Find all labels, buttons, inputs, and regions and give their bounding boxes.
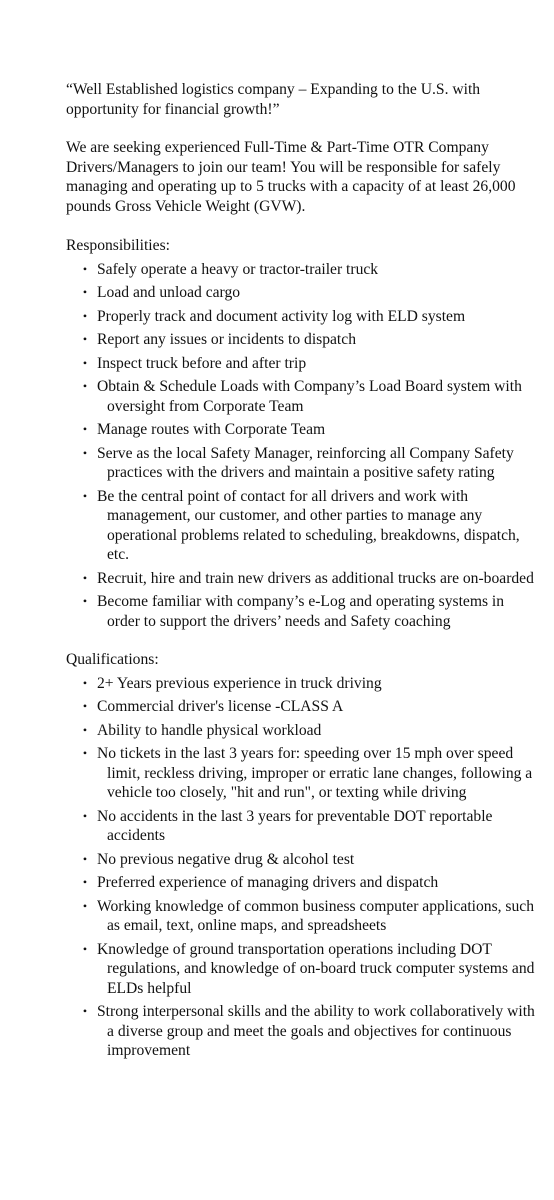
list-item: [66, 377, 536, 416]
list-item-text: Strong interpersonal skills and the ability to work collaboratively with a diverse group and meet the goals and objectives for continuous improvement: [97, 1003, 535, 1059]
bullet-icon: •: [82, 1004, 88, 1018]
list-item-text: Become familiar with company’s e-Log and operating systems in order to support the drivers’ needs and Safety coaching: [97, 593, 505, 630]
list-item-text: Manage routes with Corporate Team: [97, 421, 326, 438]
bullet-icon: •: [82, 570, 88, 585]
qualifications-heading: Qualifications:: [66, 651, 159, 668]
list-item: [66, 354, 536, 374]
qualifications-list: [66, 674, 536, 1061]
responsibilities-list: [66, 260, 536, 632]
intro-paragraph: “Well Established logistics company – Expanding to the U.S. with opportunity for financial growth!”: [66, 81, 481, 118]
bullet-icon: •: [82, 488, 88, 503]
list-item-text: Commercial driver's license -CLASS A: [97, 698, 344, 715]
bullet-icon: •: [82, 594, 88, 608]
bullet-icon: •: [82, 699, 88, 713]
list-item-text: Inspect truck before and after trip: [97, 354, 307, 372]
bullet-icon: •: [82, 808, 88, 823]
list-item-text: Be the central point of contact for all drivers and work with management, our customer, and other parties to manage any operational problems related to scheduling, breakdowns, dispatch, etc.: [97, 487, 520, 563]
bullet-icon: •: [82, 746, 88, 760]
bullet-icon: •: [82, 355, 88, 370]
list-item-text: Safely operate a heavy or tractor-trailer truck: [97, 260, 379, 278]
bullet-icon: •: [82, 379, 88, 393]
list-item-text: No previous negative drug & alcohol test: [97, 850, 355, 868]
list-item-text: Report any issues or incidents to dispatch: [97, 331, 356, 348]
list-item-text: Working knowledge of common business computer applications, such as email, text, online maps, and spreadsheets: [97, 897, 535, 934]
list-item-text: Knowledge of ground transportation operations including DOT regulations, and knowledge of on-board truck computer systems and ELDs helpful: [97, 940, 535, 997]
list-item: [66, 674, 536, 694]
description-paragraph: We are seeking experienced Full-Time & Part-Time OTR Company Drivers/Managers to join our team! You will be responsible for safely managing and operating up to 5 trucks with a capacity of at least 26,000 pounds Gross Vehicle Weight (GVW).: [66, 139, 516, 215]
list-item-text: Ability to handle physical workload: [97, 721, 322, 739]
list-item: [66, 697, 536, 717]
list-item: [66, 744, 536, 803]
bullet-icon: •: [82, 285, 88, 299]
list-item: [66, 850, 536, 870]
bullet-icon: •: [82, 332, 88, 346]
list-item-text: No tickets in the last 3 years for: speeding over 15 mph over speed limit, reckless driving, improper or erratic lane changes, following a vehicle too closely, "hit and run", or texting while driving: [97, 745, 533, 801]
bullet-icon: •: [82, 941, 88, 956]
bullet-icon: •: [82, 422, 88, 436]
list-item: [66, 330, 536, 350]
bullet-icon: •: [82, 898, 88, 913]
list-item: [66, 807, 536, 846]
list-item: [66, 1002, 536, 1061]
bullet-icon: •: [82, 851, 88, 866]
list-item: [66, 721, 536, 741]
list-item: [66, 873, 536, 893]
list-item: [66, 260, 536, 280]
bullet-icon: •: [82, 675, 88, 690]
list-item: [66, 420, 536, 440]
list-item: [66, 569, 536, 589]
job-posting-document: [66, 80, 536, 1080]
bullet-icon: •: [82, 308, 88, 323]
list-item: [66, 592, 536, 631]
list-item: [66, 940, 536, 999]
bullet-icon: •: [82, 445, 88, 460]
bullet-icon: •: [82, 722, 88, 737]
list-item: [66, 487, 536, 565]
list-item-text: Load and unload cargo: [97, 284, 241, 301]
responsibilities-heading: Responsibilities:: [66, 237, 170, 254]
list-item-text: Recruit, hire and train new drivers as additional trucks are on-boarded: [97, 569, 534, 587]
list-item-text: Preferred experience of managing drivers and dispatch: [97, 874, 439, 891]
list-item-text: Obtain & Schedule Loads with Company’s Load Board system with oversight from Corporate Team: [97, 378, 522, 415]
bullet-icon: •: [82, 261, 88, 276]
list-item-text: Properly track and document activity log with ELD system: [97, 307, 466, 325]
bullet-icon: •: [82, 875, 88, 889]
list-item-text: Serve as the local Safety Manager, reinforcing all Company Safety practices with the drivers and maintain a positive safety rating: [97, 444, 514, 481]
list-item-text: 2+ Years previous experience in truck driving: [97, 674, 382, 692]
list-item: [66, 444, 536, 483]
list-item: [66, 283, 536, 303]
list-item-text: No accidents in the last 3 years for preventable DOT reportable accidents: [97, 807, 493, 844]
list-item: [66, 897, 536, 936]
list-item: [66, 307, 536, 327]
